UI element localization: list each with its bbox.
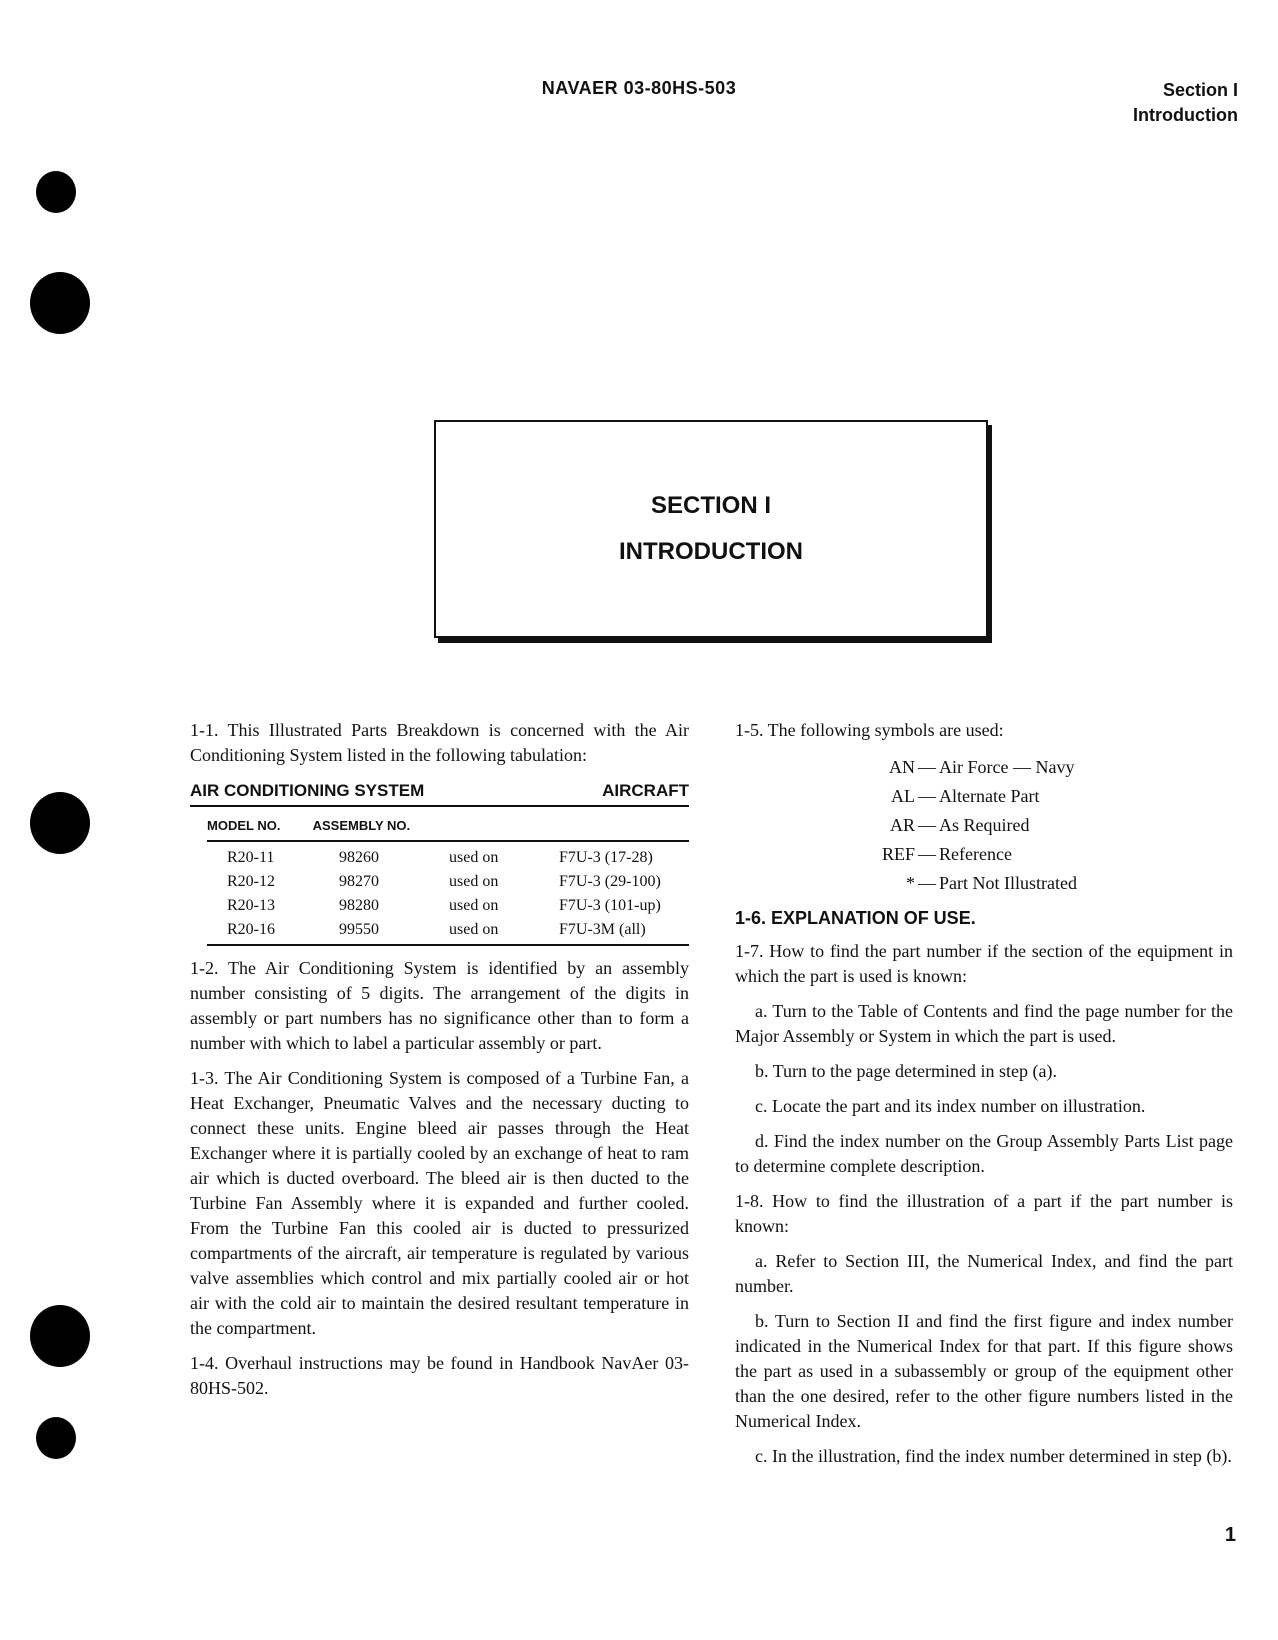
section-reference — [1133, 78, 1238, 128]
table-row — [207, 846, 689, 870]
section-subtitle: INTRODUCTION — [619, 538, 803, 565]
system-table — [190, 778, 689, 946]
header-system: AIR CONDITIONING SYSTEM — [190, 781, 425, 800]
section-label: Section I — [1162, 80, 1238, 100]
table-row — [207, 918, 689, 942]
cell-aircraft: F7U-3 (17-28) — [559, 849, 653, 866]
cell-used: used on — [449, 849, 499, 866]
right-column — [735, 718, 1233, 1479]
symbol-abbr: AR — [889, 815, 915, 835]
symbol-meaning: As Required — [939, 815, 1030, 835]
heading-explanation-of-use: 1-6. EXPLANATION OF USE. — [735, 908, 976, 928]
symbol-abbr: * — [906, 873, 915, 893]
cell-model: R20-11 — [227, 849, 275, 866]
document-id: NAVAER 03-80HS-503 — [541, 78, 737, 98]
paragraph-1-4: 1-4. Overhaul instructions may be found in Handbook NavAer 03-80HS-502. — [190, 1353, 689, 1398]
binder-hole — [36, 1417, 76, 1459]
symbol-meaning: Reference — [939, 844, 1012, 864]
symbol-dash: — — [918, 844, 936, 864]
cell-model: R20-13 — [227, 897, 275, 914]
page-number: 1 — [1224, 1524, 1236, 1546]
paragraph-1-8: 1-8. How to find the illustration of a part if the part number is known: — [735, 1191, 1233, 1236]
symbol-dash: — — [918, 786, 936, 806]
table-body — [207, 842, 689, 946]
table-row — [207, 870, 689, 894]
table-subheader — [207, 807, 689, 842]
cell-assembly: 98280 — [339, 897, 379, 914]
left-column — [190, 718, 689, 1411]
symbol-abbr: AL — [891, 786, 915, 806]
paragraph-1-7: 1-7. How to find the part number if the section of the equipment in which the part is used is known: — [735, 941, 1233, 986]
section-title: SECTION I — [650, 492, 771, 519]
cell-aircraft: F7U-3 (29-100) — [559, 873, 661, 890]
cell-used: used on — [449, 873, 499, 890]
paragraph-1-7b: b. Turn to the page determined in step (a). — [755, 1061, 1057, 1081]
paragraph-1-5: 1-5. The following symbols are used: — [735, 720, 1004, 740]
binder-hole — [30, 1305, 90, 1367]
binder-hole — [30, 792, 90, 854]
symbol-list — [845, 753, 1233, 898]
cell-assembly: 98260 — [339, 849, 379, 866]
paragraph-1-3: 1-3. The Air Conditioning System is composed of a Turbine Fan, a Heat Exchanger, Pneumatic Valves and the necessary ducting to connect these units. Engine bleed air passes through the Heat Exchanger where it is partially cooled by an exchange of heat to ram air which is ducted overboard. The bleed air is then ducted to the Turbine Fan Assembly where it is expanded and further cooled. From the Turbine Fan this cooled air is ducted to pressurized compartments of the aircraft, air temperature is regulated by various valve assemblies which control and mix partially cooled air or hot air with the cold air to maintain the desired resultant temperature in the compartment. — [190, 1068, 689, 1338]
subheader-model: MODEL NO. — [207, 818, 281, 833]
symbol-abbr: AN — [889, 757, 915, 777]
symbol-meaning: Alternate Part — [939, 786, 1040, 806]
paragraph-1-7a: a. Turn to the Table of Contents and find the page number for the Major Assembly or System in which the part is used. — [735, 1001, 1233, 1046]
header-aircraft: AIRCRAFT — [602, 781, 689, 800]
paragraph-1-1: 1-1. This Illustrated Parts Breakdown is concerned with the Air Conditioning System listed in the following tabulation: — [190, 720, 689, 765]
cell-used: used on — [449, 897, 499, 914]
cell-model: R20-16 — [227, 921, 275, 938]
paragraph-1-2: 1-2. The Air Conditioning System is identified by an assembly number consisting of 5 digits. The arrangement of the digits in assembly or part numbers has no significance other than to form a number with which to label a particular assembly or part. — [190, 958, 689, 1053]
cell-aircraft: F7U-3 (101-up) — [559, 897, 661, 914]
symbol-dash: — — [918, 815, 936, 835]
paragraph-1-8b: b. Turn to Section II and find the first figure and index number indicated in the Numerical Index for that part. If this figure shows the part as used in a subassembly or group of the equipment other than the one desired, refer to the other figure numbers listed in the Numerical Index. — [735, 1311, 1233, 1431]
symbol-meaning: Air Force — Navy — [939, 757, 1075, 777]
symbol-item — [845, 869, 1233, 898]
symbol-abbr: REF — [881, 844, 915, 864]
symbol-item — [845, 782, 1233, 811]
cell-assembly: 99550 — [339, 921, 379, 938]
symbol-meaning: Part Not Illustrated — [939, 873, 1077, 893]
paragraph-1-7d: d. Find the index number on the Group Assembly Parts List page to determine complete description. — [735, 1131, 1233, 1176]
table-header — [190, 778, 689, 807]
symbol-item — [845, 811, 1233, 840]
cell-aircraft: F7U-3M (all) — [559, 921, 646, 938]
section-title-box — [434, 420, 988, 638]
symbol-item — [845, 753, 1233, 782]
binder-hole — [30, 272, 90, 334]
symbol-item — [845, 840, 1233, 869]
symbol-dash: — — [918, 873, 936, 893]
section-name: Introduction — [1133, 105, 1238, 125]
cell-model: R20-12 — [227, 873, 275, 890]
paragraph-1-8a: a. Refer to Section III, the Numerical Index, and find the part number. — [735, 1251, 1233, 1296]
binder-hole — [36, 171, 76, 213]
cell-used: used on — [449, 921, 499, 938]
paragraph-1-8c: c. In the illustration, find the index number determined in step (b). — [755, 1446, 1232, 1466]
cell-assembly: 98270 — [339, 873, 379, 890]
symbol-dash: — — [918, 757, 936, 777]
paragraph-1-7c: c. Locate the part and its index number on illustration. — [755, 1096, 1146, 1116]
subheader-assembly: ASSEMBLY NO. — [312, 818, 411, 833]
table-row — [207, 894, 689, 918]
